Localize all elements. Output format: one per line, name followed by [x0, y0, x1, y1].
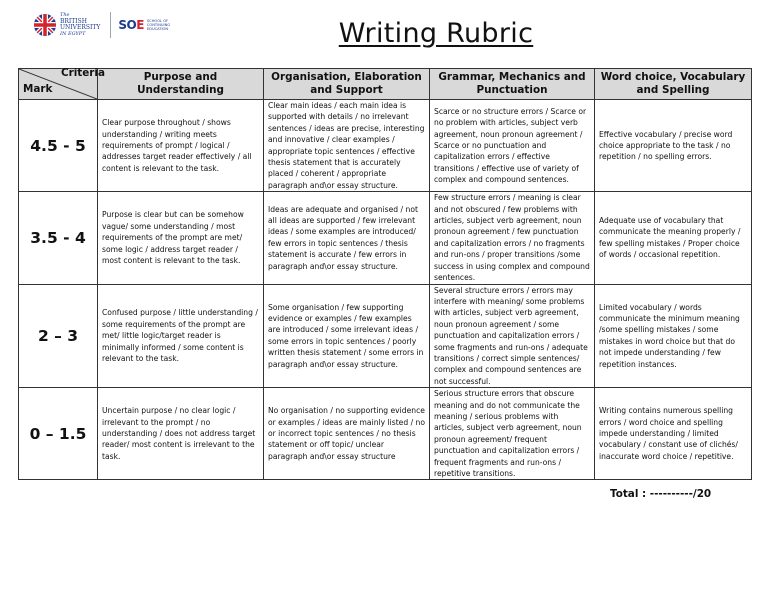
- soe-logo-text: SCHOOL OF CONTINUING EDUCATION: [146, 18, 171, 32]
- criteria-cell: Scarce or no structure errors / Scarce or no problem with articles, subject verb agreement, noun pronoun agreement / Scarce or no punctuation and capitalization errors / effective transitions / effective use of variety of complex and compound sentences.: [430, 100, 595, 192]
- criteria-cell: Writing contains numerous spelling errors / word choice and spelling impede understanding / limited vocabulary / constant use of clichés/ inaccurate word choice / repetitive.: [595, 388, 752, 480]
- criteria-cell: Confused purpose / little understanding / some requirements of the prompt are met/ little logic/target reader is minimally informed / some content is relevant to the task.: [98, 284, 264, 388]
- table-row: [19, 100, 752, 192]
- bue-line: The: [60, 12, 70, 19]
- criteria-cell: Effective vocabulary / precise word choice appropriate to the task / no repetition / no spelling errors.: [595, 100, 752, 192]
- mark-cell: 2 – 3: [19, 284, 98, 388]
- mark-cell: 3.5 - 4: [19, 192, 98, 284]
- table-row: [19, 388, 752, 480]
- header-row: [19, 69, 752, 100]
- column-header: Purpose and Understanding: [98, 69, 264, 100]
- criteria-cell: Several structure errors / errors may interfere with meaning/ some problems with articles, subject verb agreement, noun pronoun agreement / some punctuation and capitalization errors / some fragments and run-ons / adequate transitions / correct simple sentences/ complex and compound sentences are not successful.: [430, 284, 595, 388]
- criteria-cell: Adequate use of vocabulary that communicate the meaning properly / few spelling mistakes / Proper choice of words / occasional repetition.: [595, 192, 752, 284]
- criteria-cell: Uncertain purpose / no clear logic / irrelevant to the prompt / no understanding / does not address target reader/ most content is irrelevant to the task.: [98, 388, 264, 480]
- criteria-cell: Clear purpose throughout / shows understanding / writing meets requirements of prompt / logical / addresses target reader effectively / all content is relevant to the task.: [98, 100, 264, 192]
- criteria-cell: No organisation / no supporting evidence or examples / ideas are mainly listed / no or incorrect topic sentences / no thesis statement or off topic/ unclear paragraph and\or essay structure: [264, 388, 430, 480]
- page-title: Writing Rubric: [338, 18, 534, 49]
- column-header: Word choice, Vocabulary and Spelling: [595, 69, 752, 100]
- column-header: Grammar, Mechanics and Punctuation: [430, 69, 595, 100]
- rubric-table: [18, 68, 752, 480]
- criteria-cell: Some organisation / few supporting evidence or examples / few examples are introduced / some irrelevant ideas / some errors in topic sentences / poorly written thesis statement / some errors in paragraph and\or essay structure.: [264, 284, 430, 388]
- total-score-line: Total : ----------/20: [610, 488, 712, 500]
- corner-cell: [19, 67, 105, 100]
- table-row: [19, 284, 752, 388]
- mark-cell: 0 – 1.5: [19, 388, 98, 480]
- criteria-cell: Few structure errors / meaning is clear and not obscured / few problems with articles, subject verb agreement, noun pronoun agreement / few punctuation and capitalization errors / no fragments and run-ons / proper transitions /some success in using complex and compound sentences.: [430, 192, 595, 284]
- criteria-cell: Purpose is clear but can be somehow vague/ some understanding / most requirements of the prompt are met/ some logic / address target reader / most content is relevant to the task.: [98, 192, 264, 284]
- criteria-label: Criteria: [60, 67, 105, 79]
- column-header: Organisation, Elaboration and Support: [264, 69, 430, 100]
- mark-cell: 4.5 - 5: [19, 100, 98, 192]
- criteria-cell: Limited vocabulary / words communicate the minimum meaning /some spelling mistakes / some mistakes in word choice but that do not impede understanding / few repetition instances.: [595, 284, 752, 388]
- mark-label: Mark: [23, 83, 53, 95]
- criteria-cell: Clear main ideas / each main idea is supported with details / no irrelevant sentences / ideas are precise, interesting and innovative / clear examples / appropriate topic sentences / effective thesis statement that is accurately placed / coherent / appropriate paragraph and\or essay structure.: [264, 100, 430, 192]
- criteria-cell: Ideas are adequate and organised / not all ideas are supported / few irrelevant ideas / some examples are introduced/ few errors in topic sentences / thesis statement is accurate / few errors in paragraph and\or essay structure.: [264, 192, 430, 284]
- table-row: [19, 192, 752, 284]
- bue-line: BRITISH: [60, 17, 88, 25]
- bue-line: UNIVERSITY: [60, 24, 101, 31]
- bue-line: IN EGYPT: [60, 31, 86, 38]
- soe-mark: SOE: [118, 18, 144, 32]
- criteria-cell: Serious structure errors that obscure meaning and do not communicate the meaning / serious problems with articles, subject verb agreement, noun pronoun agreement/ frequent punctuation and capitalization errors / frequent fragments and run-ons / repetitive transitions.: [430, 388, 595, 480]
